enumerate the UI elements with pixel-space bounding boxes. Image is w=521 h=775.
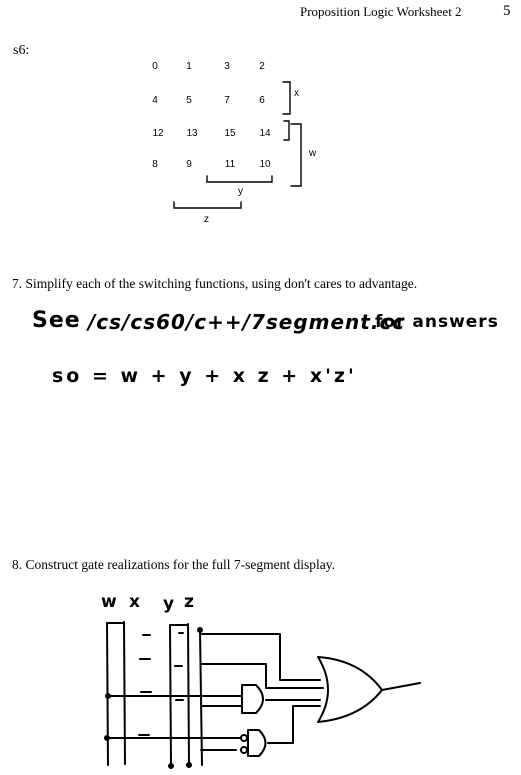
kmap-label-z: z	[204, 214, 209, 225]
kmap-bracket-x	[283, 82, 290, 114]
kmap-bracket-x-lower	[284, 121, 289, 140]
input-label-w: w	[101, 592, 118, 612]
kmap-cell: 10	[259, 159, 271, 170]
question-8-text: 8. Construct gate realizations for the full 7-segment display.	[12, 557, 336, 572]
kmap-cell: 3	[224, 61, 230, 72]
question-7-text: 7. Simplify each of the switching functions, using don't cares to advantage.	[12, 276, 418, 291]
kmap-cell: 2	[259, 61, 265, 72]
page-number: 5	[503, 3, 511, 19]
gate-circuit	[105, 622, 420, 768]
kmap-cell: 0	[152, 61, 158, 72]
handwritten-for-answers: for answers	[375, 312, 499, 332]
kmap-cell: 6	[259, 95, 265, 106]
or-output	[382, 683, 420, 690]
kmap-cell: 4	[152, 95, 158, 106]
kmap-cell: 14	[259, 128, 271, 139]
kmap-cell: 12	[152, 128, 164, 139]
section-label: s6:	[13, 43, 30, 58]
input-label-x: x	[129, 592, 141, 612]
and-gate-1	[242, 685, 263, 713]
kmap-bracket-w	[291, 124, 301, 186]
handwritten-see: See	[32, 308, 81, 333]
input-label-y: y	[163, 594, 176, 614]
kmap-label-y: y	[238, 186, 243, 197]
kmap-label-x: x	[294, 88, 299, 99]
or-gate	[318, 657, 382, 722]
kmap-cell: 7	[224, 95, 230, 106]
handwritten-path: /cs/cs60/c++/7segment.cc	[88, 310, 406, 334]
kmap-bracket-z	[174, 202, 241, 208]
kmap-cell: 1	[186, 61, 192, 72]
input-label-z: z	[184, 592, 195, 612]
and-gate-2	[248, 730, 266, 756]
kmap-cell: 9	[186, 159, 192, 170]
kmap-bracket-y	[207, 176, 272, 182]
kmap-cell: 5	[186, 95, 192, 106]
kmap-cell: 8	[152, 159, 158, 170]
handwritten-equation: so = w + y + x z + x'z'	[52, 365, 357, 387]
rail-x	[124, 622, 125, 764]
kmap-cell: 15	[224, 128, 236, 139]
kmap-cell: 11	[224, 159, 236, 170]
worksheet-title: Proposition Logic Worksheet 2	[300, 4, 462, 19]
rail-z	[188, 624, 189, 765]
kmap-label-w: w	[309, 148, 317, 159]
kmap-cell: 13	[186, 128, 198, 139]
